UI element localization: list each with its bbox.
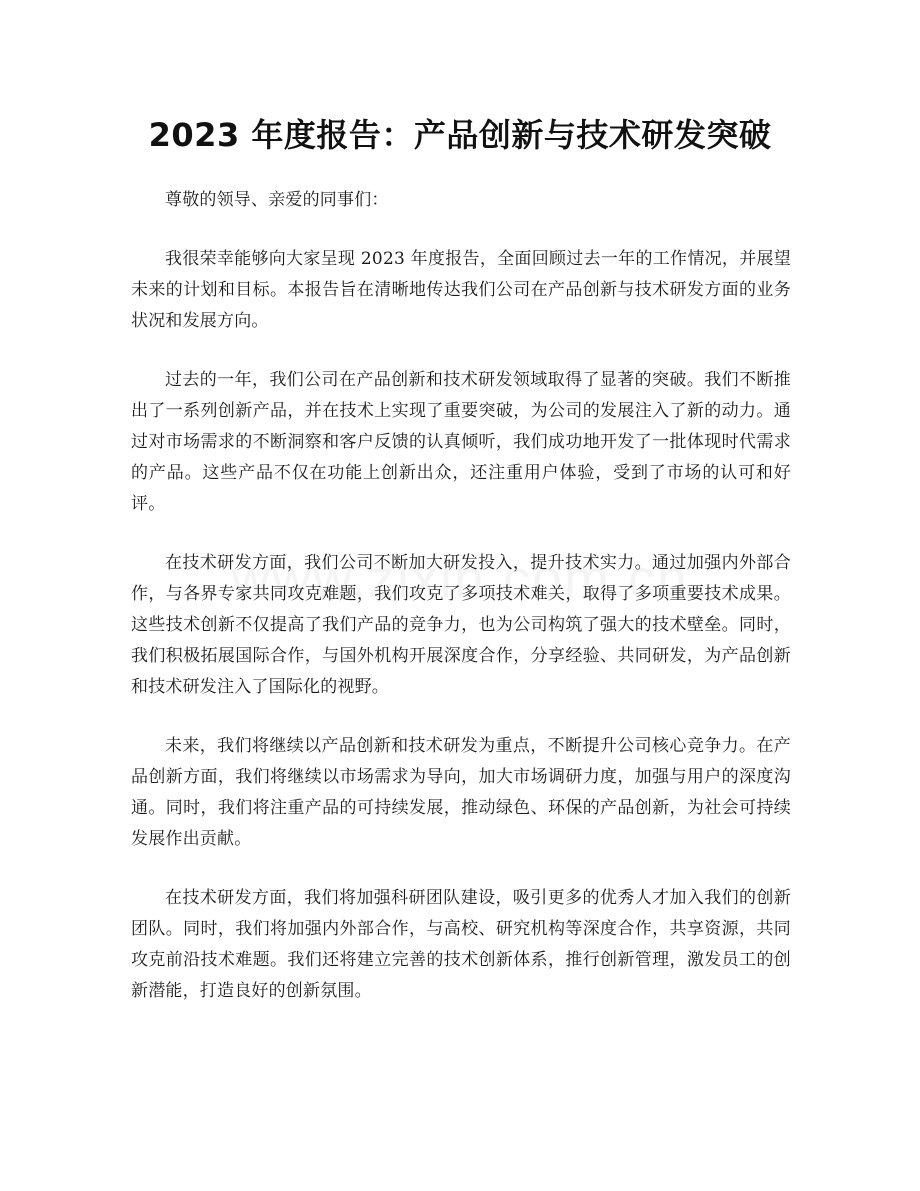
paragraph-tech-rd: 在技术研发方面，我们公司不断加大研发投入，提升技术实力。通过加强内外部合作，与各界专家共同攻克难题，我们攻克了多项技术难关，取得了多项重要技术成果。这些技术创新不仅提高了我们产品的竞争力，也为公司构筑了强大的技术壁垒。同时，我们积极拓展国际合作，与国外机构开展深度合作，分享经验、共同研发，为产品创新和技术研发注入了国际化的视野。 bbox=[131, 553, 791, 697]
paragraph-intro: 我很荣幸能够向大家呈现 2023 年度报告，全面回顾过去一年的工作情况，并展望未来的计划和目标。本报告旨在清晰地传达我们公司在产品创新与技术研发方面的业务状况和发展方向。 bbox=[131, 249, 791, 331]
paragraph-tech-future: 在技术研发方面，我们将加强科研团队建设，吸引更多的优秀人才加入我们的创新团队。同时，我们将加强内外部合作，与高校、研究机构等深度合作，共享资源，共同攻克前沿技术难题。我们还将建立完善的技术创新体系，推行创新管理，激发员工的创新潜能，打造良好的创新氛围。 bbox=[131, 888, 791, 1001]
document-title: 2023 年度报告：产品创新与技术研发突破 bbox=[148, 116, 772, 154]
paragraph-future: 未来，我们将继续以产品创新和技术研发为重点，不断提升公司核心竞争力。在产品创新方面，我们将继续以市场需求为导向，加大市场调研力度，加强与用户的深度沟通。同时，我们将注重产品的可持续发展，推动绿色、环保的产品创新，为社会可持续发展作出贡献。 bbox=[131, 736, 791, 849]
document-body bbox=[131, 185, 791, 1035]
paragraph-past-year: 过去的一年，我们公司在产品创新和技术研发领域取得了显著的突破。我们不断推出了一系列创新产品，并在技术上实现了重要突破，为公司的发展注入了新的动力。通过对市场需求的不断洞察和客户反馈的认真倾听，我们成功地开发了一批体现时代需求的产品。这些产品不仅在功能上创新出众，还注重用户体验，受到了市场的认可和好评。 bbox=[131, 370, 791, 514]
greeting: 尊敬的领导、亲爱的同事们： bbox=[165, 190, 389, 210]
